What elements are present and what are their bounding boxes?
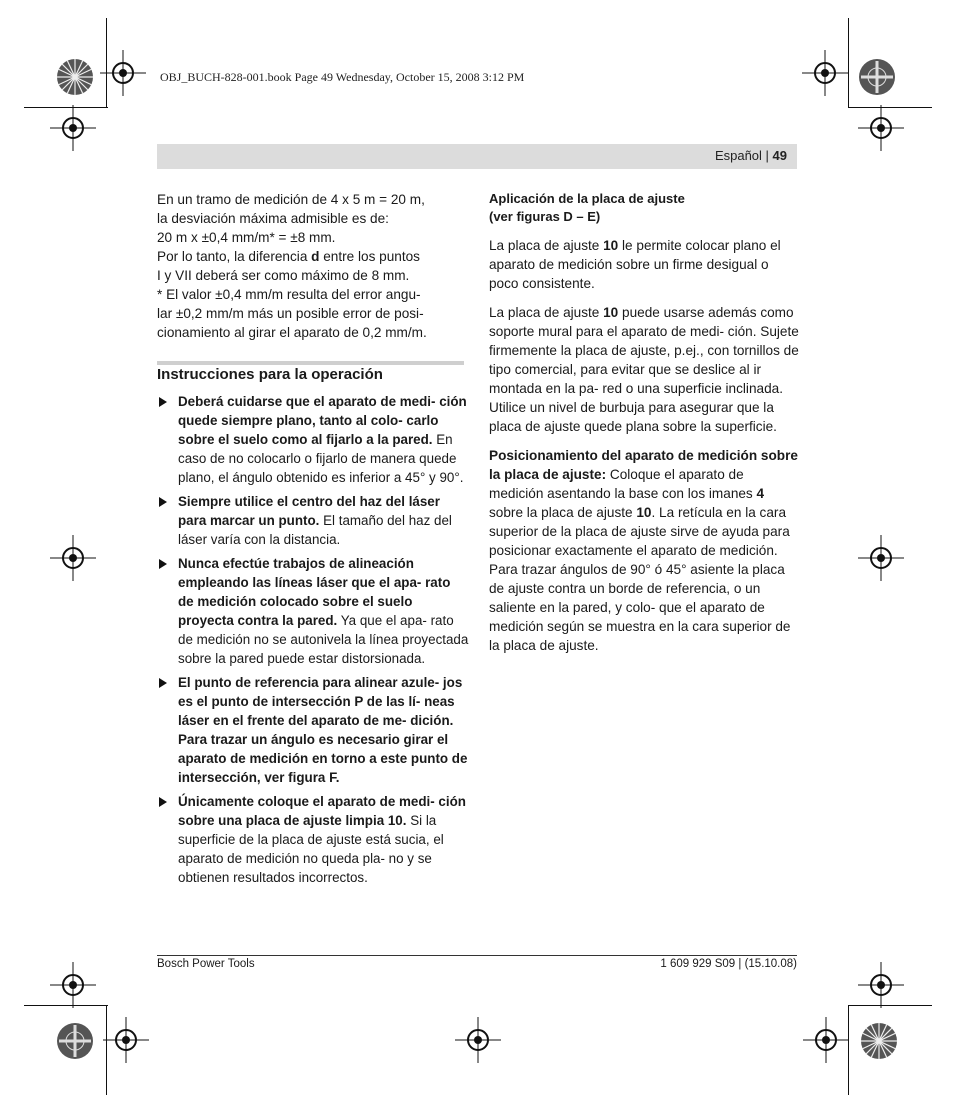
intro-paragraph [157, 190, 467, 342]
registration-mark-icon [858, 105, 904, 151]
instruction-list [157, 392, 469, 892]
bullet-bold: Únicamente coloque el aparato de medi- ción sobre una placa de ajuste limpia 10. [178, 794, 466, 828]
registration-mark-icon [50, 962, 96, 1008]
text-line: 20 m x ±0,4 mm/m* = ±8 mm. [157, 230, 336, 245]
star-target-icon [860, 1022, 898, 1060]
page-number: 49 [772, 148, 787, 163]
star-target-icon [56, 58, 94, 96]
registration-mark-icon [50, 535, 96, 581]
bullet-bold: Siempre utilice el centro del haz del láser para marcar un punto. [178, 494, 440, 528]
spacer [489, 226, 801, 236]
variable-d: d [311, 249, 320, 264]
bullet-text: En caso de no colocarlo o fijarlo de manera quede plano, el ángulo obtenido es inferior a 45° y 90°. [178, 432, 464, 485]
list-item [157, 792, 469, 887]
registration-mark-icon [455, 1017, 501, 1063]
section-rule [157, 361, 464, 365]
list-item [157, 492, 469, 549]
text-span: sobre la placa de ajuste [489, 505, 637, 520]
text-span: . La retícula en la cara superior de la placa de ajuste sirve de ayuda para posicionar exactamente el aparato de medición. Para trazar ángulos de 90° ó 45° asiente la placa de ajuste contra un borde de referencia, o un saliente en la pared, y colo- que el aparato de medición según se muestra en la cara superior de la placa de ajuste. [489, 505, 791, 653]
bullet-bold: Nunca efectúe trabajos de alineación empleando las líneas láser que el apa- rato de medición colocado sobre el suelo proyecta contra la pared. [178, 556, 451, 628]
text-span: le permite colocar plano el aparato de medición sobre un firme desigual o poco consistente. [489, 238, 781, 291]
ref-number: 10 [603, 238, 619, 253]
triangle-bullet-icon [159, 559, 167, 569]
subheading-figures: (ver figuras D – E) [489, 209, 601, 224]
spacer [489, 293, 801, 303]
ref-number: 4 [756, 486, 765, 501]
text-span: Coloque el aparato de medición asentando la base con los imanes [489, 467, 757, 501]
paragraph [489, 303, 801, 436]
triangle-bullet-icon [159, 678, 167, 688]
text-line [157, 247, 467, 266]
list-item [157, 392, 469, 487]
triangle-bullet-icon [159, 797, 167, 807]
list-item [157, 673, 469, 787]
registration-mark-icon [103, 1017, 149, 1063]
subheading: Aplicación de la placa de ajuste [489, 191, 685, 206]
ref-number: 10 [603, 305, 619, 320]
header-separator: | [761, 148, 773, 163]
registration-mark-icon [100, 50, 146, 96]
paragraph-lead: Posicionamiento del aparato de medición sobre la placa de ajuste: [489, 448, 798, 482]
bullet-bold: El punto de referencia para alinear azule- jos es el punto de intersección P de las lí- neas láser en el frente del aparato de me- dición. Para trazar un ángulo es necesario girar el aparato de medición en torno a este punto de intersección, ver figura F. [178, 675, 468, 785]
footer-rule [157, 955, 797, 956]
registration-mark-icon [803, 1017, 849, 1063]
right-column [489, 190, 801, 655]
registration-mark-icon [858, 535, 904, 581]
text-line: En un tramo de medición de 4 x 5 m = 20 m, [157, 192, 425, 207]
text-line: la desviación máxima admisible es de: [157, 211, 389, 226]
spacer [489, 436, 801, 446]
print-slug: OBJ_BUCH-828-001.book Page 49 Wednesday, October 15, 2008 3:12 PM [160, 70, 525, 84]
text-span: puede usarse además como soporte mural para el aparato de medi- ción. Sujete firmemente la placa de ajuste, p.ej., con tornillos de tipo comercial, para evitar que se deslice al ir montada en la pa- red o una superficie inclinada. Utilice un nivel de burbuja para asegurar que la placa de ajuste quede plana sobre la superficie. [489, 305, 799, 434]
text-line: cionamiento al girar el aparato de 0,2 mm/m. [157, 325, 427, 340]
ref-number: 10 [636, 505, 652, 520]
text-span: entre los puntos [319, 249, 420, 264]
footer-doc-number: 1 609 929 S09 | (15.10.08) [660, 958, 797, 970]
bullet-text: El tamaño del haz del láser varía con la distancia. [178, 513, 452, 547]
triangle-bullet-icon [159, 397, 167, 407]
list-item [157, 554, 469, 668]
star-target-icon [858, 58, 896, 96]
paragraph [489, 236, 801, 293]
registration-mark-icon [858, 962, 904, 1008]
bullet-text: Ya que el apa- rato de medición no se autonivela la línea proyectada sobre la pared puede estar distorsionada. [178, 613, 469, 666]
text-line: I y VII deberá ser como máximo de 8 mm. [157, 268, 410, 283]
text-line: lar ±0,2 mm/m más un posible error de posi- [157, 306, 424, 321]
bullet-bold: Deberá cuidarse que el aparato de medi- ción quede siempre plano, tanto al colo- carlo sobre el suelo como al fijarlo a la pared. [178, 394, 467, 447]
paragraph [489, 446, 801, 655]
text-span: La placa de ajuste [489, 238, 604, 253]
registration-mark-icon [50, 105, 96, 151]
text-span: La placa de ajuste [489, 305, 604, 320]
text-line: * El valor ±0,4 mm/m resulta del error angu- [157, 287, 421, 302]
triangle-bullet-icon [159, 497, 167, 507]
bullet-text: Si la superficie de la placa de ajuste está sucia, el aparato de medición no queda pla- no y se obtienen resultados incorrectos. [178, 813, 444, 885]
crop-mark [848, 18, 849, 108]
header-label [715, 148, 787, 163]
page-header [157, 144, 797, 169]
text-span: Por lo tanto, la diferencia [157, 249, 312, 264]
star-target-icon [56, 1022, 94, 1060]
footer-brand: Bosch Power Tools [157, 958, 255, 970]
header-language: Español [714, 148, 762, 163]
registration-mark-icon [802, 50, 848, 96]
section-title: Instrucciones para la operación [157, 366, 383, 383]
